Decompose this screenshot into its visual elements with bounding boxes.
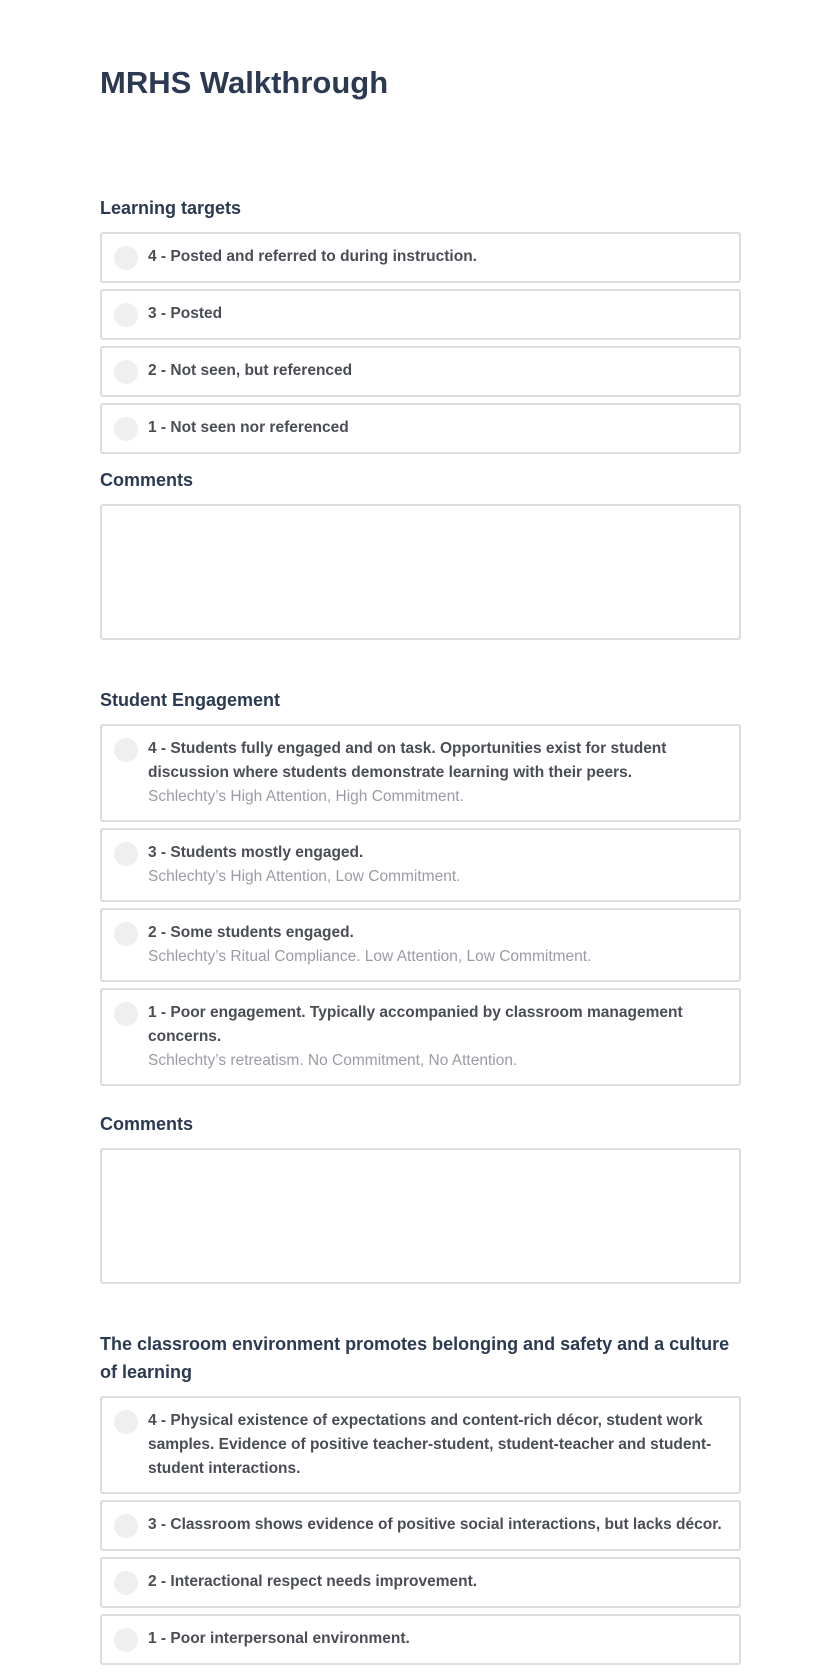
radio-button[interactable] (114, 1628, 138, 1652)
radio-button[interactable] (114, 738, 138, 762)
radio-button[interactable] (114, 246, 138, 270)
option-label: 2 - Not seen, but referenced (148, 362, 353, 379)
option-label: 4 - Students fully engaged and on task. Opportunities exist for student discussion where students demonstrate learning with their peers. (148, 740, 667, 781)
option-label: 1 - Poor engagement. Typically accompanied by classroom management concerns. (148, 1004, 683, 1045)
learning-targets-option-1[interactable] (100, 403, 741, 454)
classroom-environment-option-4[interactable] (100, 1396, 741, 1494)
option-label: 1 - Not seen nor referenced (148, 419, 349, 436)
student-engagement-options (100, 724, 741, 1086)
radio-button[interactable] (114, 1514, 138, 1538)
option-label: 2 - Some students engaged. (148, 924, 354, 941)
option-label: 2 - Interactional respect needs improvement. (148, 1573, 478, 1590)
radio-button[interactable] (114, 303, 138, 327)
radio-button[interactable] (114, 360, 138, 384)
comments-heading: Comments (100, 470, 194, 490)
radio-button[interactable] (114, 1410, 138, 1434)
classroom-environment-options (100, 1396, 741, 1665)
comments-section-1 (100, 466, 741, 640)
option-label: 1 - Poor interpersonal environment. (148, 1630, 410, 1647)
classroom-environment-section (100, 1330, 741, 1665)
option-label: 3 - Posted (148, 305, 223, 322)
student-engagement-option-3[interactable] (100, 828, 741, 902)
option-label: 4 - Physical existence of expectations and content-rich décor, student work samples. Evidence of positive teacher-student, student-teacher and student-student interactions. (148, 1412, 712, 1477)
comments-textarea-2[interactable] (100, 1148, 741, 1284)
option-label: 3 - Students mostly engaged. (148, 844, 364, 861)
classroom-environment-option-2[interactable] (100, 1557, 741, 1608)
classroom-environment-option-3[interactable] (100, 1500, 741, 1551)
student-engagement-option-1[interactable] (100, 988, 741, 1086)
student-engagement-section (100, 686, 741, 1086)
option-description: Schlechty’s retreatism. No Commitment, No Attention. (148, 1052, 518, 1069)
student-engagement-option-4[interactable] (100, 724, 741, 822)
student-engagement-option-2[interactable] (100, 908, 741, 982)
option-description: Schlechty’s High Attention, High Commitment. (148, 788, 464, 805)
learning-targets-option-3[interactable] (100, 289, 741, 340)
option-label: 4 - Posted and referred to during instruction. (148, 248, 477, 265)
learning-targets-option-2[interactable] (100, 346, 741, 397)
classroom-environment-option-1[interactable] (100, 1614, 741, 1665)
comments-textarea-1[interactable] (100, 504, 741, 640)
radio-button[interactable] (114, 417, 138, 441)
comments-heading: Comments (100, 1114, 194, 1134)
option-label: 3 - Classroom shows evidence of positive social interactions, but lacks décor. (148, 1516, 722, 1533)
learning-targets-options (100, 232, 741, 454)
student-engagement-heading: Student Engagement (100, 690, 281, 710)
learning-targets-heading: Learning targets (100, 198, 242, 218)
comments-section-2 (100, 1110, 741, 1284)
learning-targets-section (100, 194, 741, 454)
radio-button[interactable] (114, 922, 138, 946)
page-title: MRHS Walkthrough (100, 65, 389, 100)
option-description: Schlechty’s Ritual Compliance. Low Attention, Low Commitment. (148, 948, 592, 965)
radio-button[interactable] (114, 1002, 138, 1026)
option-description: Schlechty’s High Attention, Low Commitment. (148, 868, 461, 885)
radio-button[interactable] (114, 842, 138, 866)
learning-targets-option-4[interactable] (100, 232, 741, 283)
classroom-environment-heading: The classroom environment promotes belonging and safety and a culture of learning (100, 1334, 730, 1382)
radio-button[interactable] (114, 1571, 138, 1595)
